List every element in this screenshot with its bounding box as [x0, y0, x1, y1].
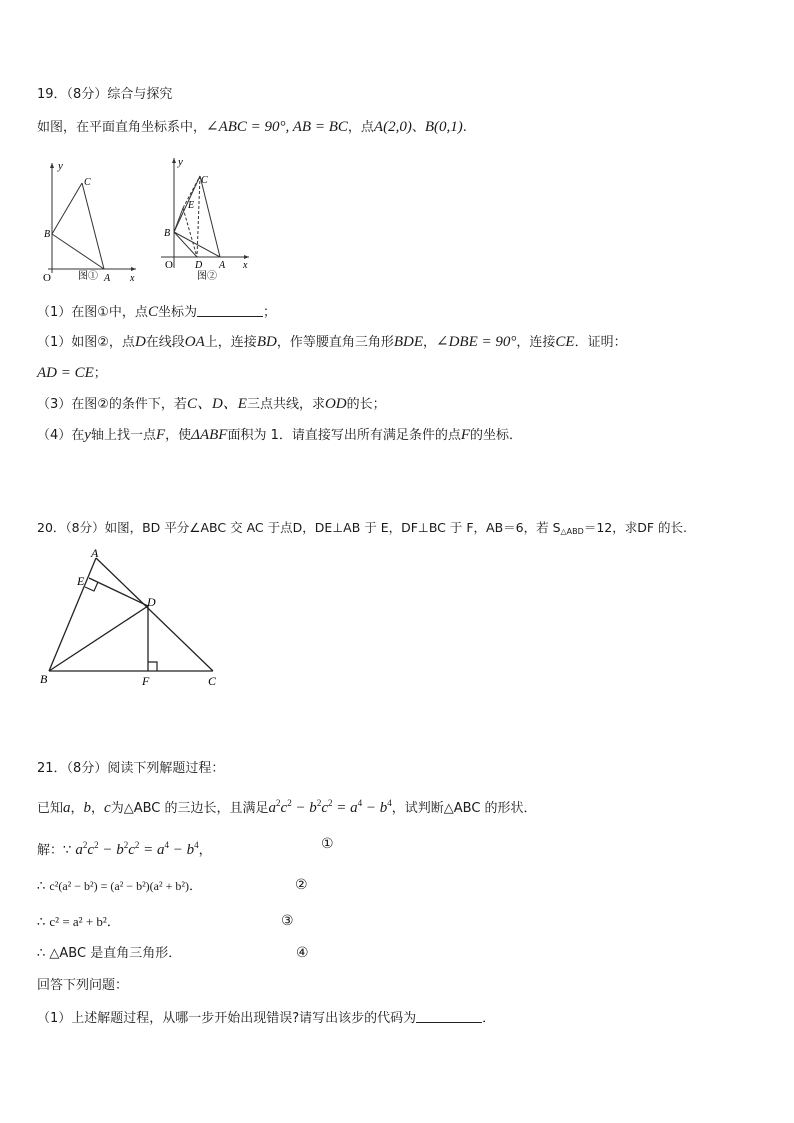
- fig1-label-b: B: [44, 229, 51, 240]
- q19-part-2-line2: [37, 364, 107, 383]
- q21-given-a: 已知: [37, 801, 64, 816]
- q19-figure-2: [157, 152, 257, 286]
- q21-step-4: ∴ △ABC 是直角三角形．: [37, 946, 182, 961]
- q21-s1-exp: 4: [194, 840, 199, 850]
- fig2-label-a: A: [219, 260, 226, 271]
- q19-p2-dd: ，作等腰直角三角形: [276, 335, 394, 350]
- q19-p2-b: 在线段: [145, 335, 185, 350]
- q21-s2-equation: c²(a² − b²) = (a² − b²)(a² + b²): [49, 879, 189, 893]
- q21-eq-c: c: [280, 800, 288, 816]
- q19-p2-bd: BD: [256, 334, 277, 350]
- q21-step-1-marker: ①: [321, 836, 334, 852]
- fig2-label-y: y: [178, 156, 183, 168]
- fig1-segment-bc: [52, 183, 82, 234]
- q19-p2-claim-end: ；: [93, 366, 107, 381]
- fig1-x-arrow: [131, 267, 136, 271]
- q21-var-b: b: [83, 800, 92, 816]
- q20-segment-ac: [96, 558, 213, 671]
- fig2-label-c: C: [201, 175, 208, 186]
- q21-s1-exp: 2: [134, 840, 140, 850]
- q19-intro-text: 如图，在平面直角坐标系中，: [37, 120, 207, 135]
- q21-s1-exp: 2: [123, 840, 129, 850]
- fig1-y-arrow: [50, 163, 54, 168]
- q19-p3-b: 三点共线，求: [246, 397, 325, 412]
- q21-s1-c2: c: [128, 842, 135, 858]
- q19-p2-bde: BDE: [393, 334, 423, 350]
- q19-p3-od: OD: [324, 396, 347, 412]
- q20-right-angle-f: [148, 662, 157, 671]
- q19-intro: [37, 118, 467, 137]
- q21-step-3: [37, 913, 120, 932]
- q19-p4-f: F: [155, 427, 166, 443]
- q20-figure: [36, 545, 226, 690]
- fig2-caption: 图②: [197, 271, 217, 282]
- q21-eq-c2: c: [321, 800, 328, 816]
- q19-intro-end: .: [462, 120, 467, 135]
- fig2-label-d: D: [195, 260, 203, 271]
- q21-eq-exp: 2: [276, 798, 281, 808]
- q19-p2-oa: OA: [184, 334, 205, 350]
- q21-s1-exp: 2: [94, 840, 99, 850]
- q20-label-f: F: [142, 674, 150, 688]
- q21-s3-equation: c² = a² + b²: [49, 914, 107, 929]
- q20-text: [37, 519, 687, 541]
- q21-comma-2: ，: [91, 801, 105, 816]
- q19-part-3: [37, 395, 386, 414]
- q21-header: 21．（8分）阅读下列解题过程：: [37, 761, 225, 776]
- fig1-label-a: A: [104, 273, 111, 284]
- fig2-label-b: B: [164, 228, 171, 239]
- q21-s1-c: c: [87, 842, 95, 858]
- q20-segment-bd: [49, 606, 148, 671]
- q19-p2-ce: CE: [555, 334, 575, 350]
- q19-p4-f2: F: [460, 427, 471, 443]
- fig2-label-e: E: [188, 200, 195, 211]
- q20-label-d: D: [147, 595, 156, 609]
- q20-label-b: B: [40, 672, 48, 686]
- q19-p2-a: （1）如图②，点: [37, 335, 135, 350]
- q20-label-a: A: [91, 546, 99, 560]
- q19-p2-e: ，: [423, 335, 437, 350]
- fig2-x-arrow: [244, 255, 249, 259]
- q19-p4-triangle: ΔABF: [191, 427, 228, 443]
- q19-p1-post: 坐标为: [157, 305, 197, 320]
- q21-step-2-marker: ②: [295, 877, 308, 893]
- q21-solution-label: 解：∵: [37, 843, 76, 858]
- q19-p3-points: C、D、E: [186, 396, 247, 412]
- q21-given-c: ，试判断△ABC 的形状．: [391, 801, 537, 816]
- q21-eq-equals-a: = a: [332, 800, 358, 816]
- q20-text-pre: 20．（8分）如图，BD 平分∠ABC 交 AC 于点D，DE⊥AB 于 E，DF⊥BC 于 F，AB＝6，若 S: [37, 520, 561, 535]
- q21-var-c: c: [104, 800, 111, 816]
- q21-s2-end: ．: [188, 879, 202, 894]
- q21-eq-exp: 4: [387, 798, 392, 808]
- q19-condition: ∠ABC = 90°, AB = BC: [206, 119, 348, 135]
- q20-label-c: C: [208, 674, 217, 688]
- q19-header: 19．（8分）综合与探究: [37, 87, 173, 102]
- q21-answer-1: [37, 1010, 495, 1028]
- q21-s1-equals-a: = a: [139, 842, 165, 858]
- q21-given: [37, 794, 537, 818]
- q19-p2-c: 上，连接: [204, 335, 257, 350]
- q21-eq-exp: 2: [327, 798, 333, 808]
- q21-s1-exp: 4: [164, 840, 169, 850]
- q21-comma-1: ，: [70, 801, 84, 816]
- q19-part-2: [37, 333, 627, 352]
- q21-eq-minus-b: − b: [291, 800, 317, 816]
- q21-ans1-blank[interactable]: [416, 1010, 482, 1023]
- fig2-label-o: O: [165, 259, 173, 271]
- q21-s1-minus-b4: − b: [169, 842, 195, 858]
- q21-s1-exp: 2: [82, 840, 88, 850]
- fig1-label-y: y: [58, 160, 63, 172]
- q19-figure-1: [36, 155, 146, 285]
- q19-p2-angle: ∠DBE = 90°: [436, 334, 517, 350]
- q19-p1-text: （1）在图①中，点: [37, 305, 148, 320]
- q19-p4-y: y: [84, 427, 91, 443]
- q21-answer-header: 回答下列问题：: [37, 978, 129, 993]
- q19-p4-c: ，使: [165, 428, 192, 443]
- q21-eq-a: a: [268, 800, 277, 816]
- q19-point-b: B(0,1): [424, 119, 463, 135]
- q19-p4-a: （4）在: [37, 428, 85, 443]
- fig2-segment-be: [174, 208, 183, 232]
- q19-p1-var: C: [147, 304, 158, 320]
- fig2-segment-ca: [200, 176, 220, 257]
- q21-eq-exp: 2: [316, 798, 322, 808]
- fig2-y-arrow: [172, 158, 176, 163]
- q21-step-1: [37, 836, 212, 860]
- q19-p4-b: 轴上找一点: [90, 428, 156, 443]
- fig1-label-x: x: [130, 273, 135, 284]
- q21-var-a: a: [63, 800, 71, 816]
- q21-s1-end: ，: [198, 843, 212, 858]
- q20-segment-ab: [49, 558, 96, 671]
- q19-p1-end: ；: [262, 305, 276, 320]
- fig1-label-o: O: [43, 272, 51, 284]
- q20-text-post: ＝12，求DF 的长.: [583, 520, 687, 535]
- q19-part-4: [37, 426, 522, 445]
- q21-s3-end: ．: [106, 915, 120, 930]
- q19-p2-f: ，连接: [516, 335, 556, 350]
- q19-point-a: A(2,0): [373, 119, 412, 135]
- q21-s3-pre: ∴: [37, 915, 50, 930]
- q19-p2-g: ．证明：: [574, 335, 627, 350]
- q21-eq-exp: 4: [357, 798, 363, 808]
- q21-s2-pre: ∴: [37, 879, 50, 894]
- q20-text-sub: △ABD: [560, 527, 584, 536]
- q21-step-3-marker: ③: [281, 913, 294, 929]
- q21-ans1-end: ．: [482, 1011, 496, 1026]
- q19-p3-a: （3）在图②的条件下，若: [37, 397, 187, 412]
- q20-right-angle-e: [85, 582, 98, 591]
- q19-p3-c: 的长；: [346, 397, 386, 412]
- q21-ans1-text: （1）上述解题过程，从哪一步开始出现错误?请写出该步的代码为: [37, 1011, 417, 1026]
- q21-eq-minus-b4: − b: [362, 800, 388, 816]
- q20-label-e: E: [77, 574, 85, 588]
- q21-s1-minus-b: − b: [98, 842, 124, 858]
- q19-p2-d: D: [134, 334, 146, 350]
- fig2-label-x: x: [243, 260, 248, 271]
- q19-p4-d: 面积为 1．请直接写出所有满足条件的点: [227, 428, 461, 443]
- q19-intro-mid: ，点: [347, 120, 374, 135]
- q19-sep: 、: [411, 120, 425, 135]
- q19-p4-e: 的坐标．: [470, 428, 523, 443]
- q21-step-4-marker: ④: [296, 945, 309, 961]
- q21-given-b: 为△ABC 的三边长，且满足: [110, 801, 269, 816]
- q19-p1-answer-blank[interactable]: [197, 304, 263, 317]
- fig1-caption: 图①: [78, 271, 98, 282]
- q19-p2-claim: AD = CE: [37, 365, 94, 381]
- q19-part-1: [37, 303, 276, 322]
- q21-step-2: [37, 877, 202, 896]
- q21-eq-exp: 2: [287, 798, 292, 808]
- q21-s1-a: a: [75, 842, 83, 858]
- fig1-label-c: C: [84, 177, 91, 188]
